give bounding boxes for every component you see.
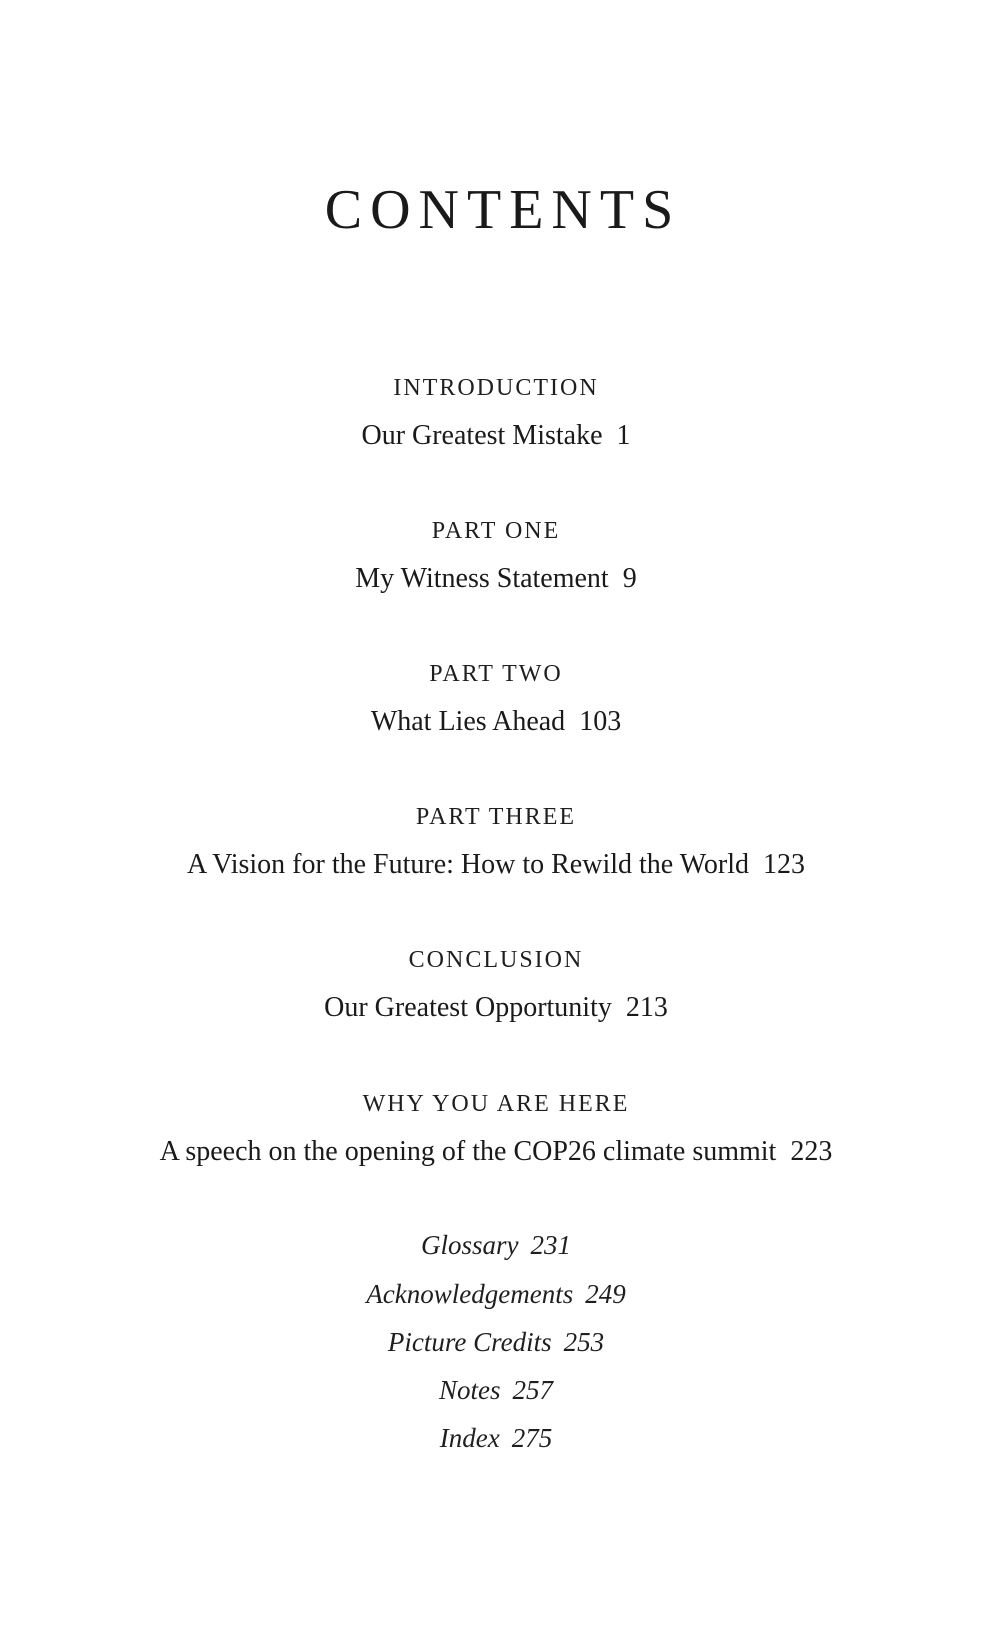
page-number: 231 <box>530 1230 571 1260</box>
toc-entry[interactable] <box>0 565 992 593</box>
entry-title: A Vision for the Future: How to Rewild the World <box>187 849 749 880</box>
entry-title: Picture Credits <box>387 1327 552 1357</box>
toc-entry-index[interactable] <box>0 1425 992 1452</box>
toc-entry-acknowledgements[interactable] <box>0 1281 992 1308</box>
page-number: 257 <box>512 1375 553 1405</box>
page-number: 213 <box>625 992 668 1023</box>
section-label: PART ONE <box>431 518 561 544</box>
page-number: 223 <box>790 1136 833 1167</box>
section-label: PART THREE <box>415 804 577 830</box>
entry-title: Our Greatest Mistake <box>361 420 603 451</box>
toc-section-conclusion <box>0 948 992 1022</box>
page-number: 253 <box>563 1327 605 1357</box>
entry-title: Notes <box>438 1375 501 1405</box>
toc-section-part-one <box>0 519 992 593</box>
entry-title: A speech on the opening of the COP26 climate summit <box>159 1136 777 1167</box>
entry-title: Our Greatest Opportunity <box>324 992 612 1023</box>
page-number: 1 <box>616 420 631 451</box>
toc-section-part-two <box>0 662 992 736</box>
toc-entry-notes[interactable] <box>0 1377 992 1404</box>
page-number: 123 <box>763 849 805 880</box>
section-label: INTRODUCTION <box>393 375 599 401</box>
toc-entry[interactable] <box>0 994 992 1022</box>
toc-entry[interactable] <box>0 708 992 736</box>
entry-title: Glossary <box>420 1230 519 1260</box>
entry-title: What Lies Ahead <box>370 706 566 737</box>
entry-title: Acknowledgements <box>366 1279 574 1309</box>
toc-section-part-three <box>0 805 992 879</box>
toc-entry-picture-credits[interactable] <box>0 1329 992 1356</box>
entry-title: Index <box>439 1423 500 1453</box>
toc-section-why-you-are-here <box>0 1092 992 1166</box>
toc-section-introduction <box>0 376 992 450</box>
page-number: 9 <box>622 563 637 594</box>
section-label: CONCLUSION <box>408 947 584 973</box>
toc-entry[interactable] <box>0 1138 992 1166</box>
entry-title: My Witness Statement <box>355 563 609 594</box>
page-number: 275 <box>511 1423 553 1453</box>
section-label: WHY YOU ARE HERE <box>362 1091 630 1117</box>
toc-entry[interactable] <box>0 422 992 450</box>
toc-entry[interactable] <box>0 851 992 879</box>
page-title: CONTENTS <box>324 179 682 241</box>
toc-entry-glossary[interactable] <box>0 1232 992 1259</box>
page-number: 249 <box>585 1279 626 1309</box>
page-number: 103 <box>579 706 622 737</box>
section-label: PART TWO <box>429 661 563 687</box>
